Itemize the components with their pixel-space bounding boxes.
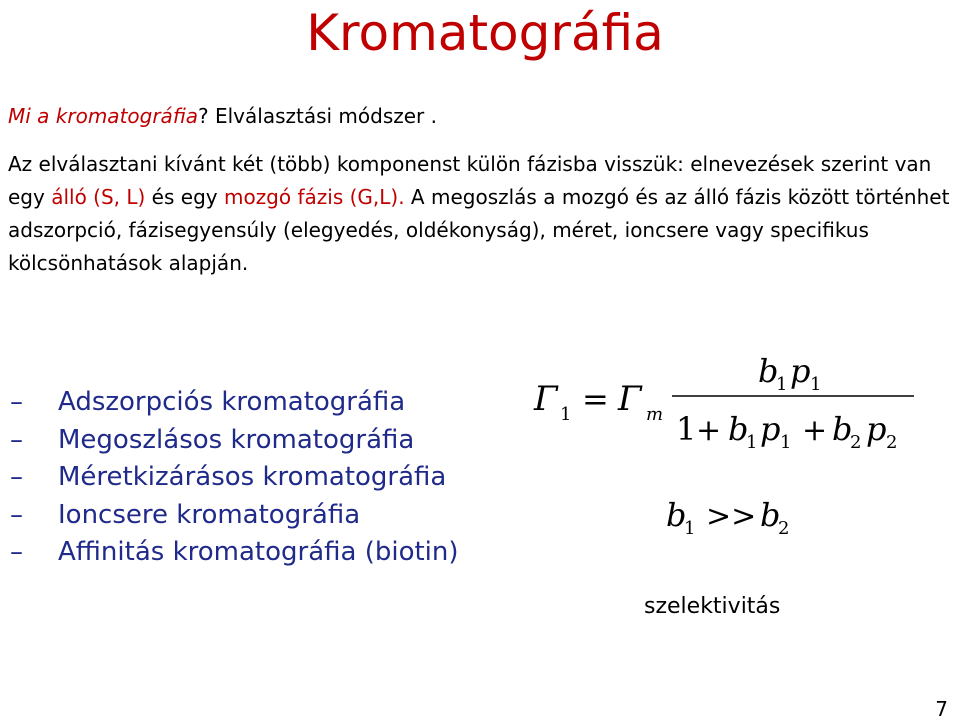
- list-dash: –: [10, 387, 23, 417]
- denominator-p1-subscript: 1: [780, 432, 792, 453]
- denominator-p1: p: [760, 410, 781, 448]
- paragraph-part-3: A megoszlás a mozgó és az álló fázis között történhet adszorpció, fázisegyensúly (elegyedés, oldékonyság), méret, ioncsere vagy specifikus kölcsönhatások alapján.: [8, 185, 950, 275]
- denominator-p2-subscript: 2: [886, 432, 898, 453]
- list-item: [10, 384, 459, 422]
- adsorption-formula: [520, 340, 940, 570]
- method-label: Megoszlásos kromatográfia: [58, 424, 415, 455]
- chromatography-methods-list: [10, 384, 459, 572]
- list-item: [10, 422, 459, 460]
- denominator-plus-1: +: [696, 413, 722, 448]
- denominator-b2-subscript: 2: [850, 432, 862, 453]
- description-paragraph: [8, 148, 953, 280]
- page-title: Kromatográfia: [306, 4, 664, 62]
- list-dash: –: [10, 499, 23, 530]
- denominator-b2: b: [832, 410, 853, 448]
- list-dash: –: [10, 537, 23, 567]
- condition-b2: b: [760, 496, 781, 534]
- much-greater-sign: >>: [706, 499, 757, 534]
- numerator-p: p: [790, 352, 811, 390]
- paragraph-part-2: és egy: [145, 185, 224, 209]
- numerator-p-subscript: 1: [810, 374, 822, 395]
- list-item: [10, 497, 459, 535]
- denominator-b1-subscript: 1: [746, 432, 758, 453]
- mobile-phase-term: mozgó fázis (G,L).: [223, 185, 405, 209]
- denominator-plus-2: +: [802, 413, 828, 448]
- numerator-b-subscript: 1: [776, 374, 788, 395]
- paragraph-part-1: Az elválasztani kívánt két (több) komponenst külön fázisba visszük: elnevezések szerint van egy: [8, 152, 932, 209]
- equals-sign: =: [582, 380, 609, 418]
- condition-b1: b: [666, 496, 687, 534]
- list-dash: –: [10, 424, 23, 455]
- gamma-m-subscript: m: [646, 404, 664, 425]
- denominator-one: 1: [676, 410, 697, 448]
- selectivity-caption: szelektivitás: [644, 594, 781, 619]
- method-label: Méretkizárásos kromatográfia: [58, 462, 447, 492]
- gamma-m: Γ: [618, 379, 642, 419]
- formula-svg: [520, 340, 940, 570]
- numerator-b: b: [758, 352, 779, 390]
- gamma-1-subscript: 1: [560, 404, 572, 425]
- condition-b2-subscript: 2: [778, 518, 790, 539]
- stationary-phase-term: álló (S, L): [51, 185, 146, 209]
- condition-b1-subscript: 1: [684, 518, 696, 539]
- denominator-p2: p: [866, 410, 887, 448]
- question-line: [8, 102, 437, 130]
- list-dash: –: [10, 462, 23, 492]
- question-rest: ? Elválasztási módszer .: [198, 104, 437, 128]
- gamma-1: Γ: [534, 379, 558, 419]
- method-label: Affinitás kromatográfia (biotin): [58, 537, 459, 567]
- list-item: [10, 534, 459, 572]
- method-label: Adszorpciós kromatográfia: [58, 387, 406, 417]
- denominator-b1: b: [728, 410, 749, 448]
- question-highlight: Mi a kromatográfia: [8, 104, 198, 128]
- page-number: 7: [935, 697, 948, 721]
- method-label: Ioncsere kromatográfia: [58, 499, 361, 530]
- list-item: [10, 459, 459, 497]
